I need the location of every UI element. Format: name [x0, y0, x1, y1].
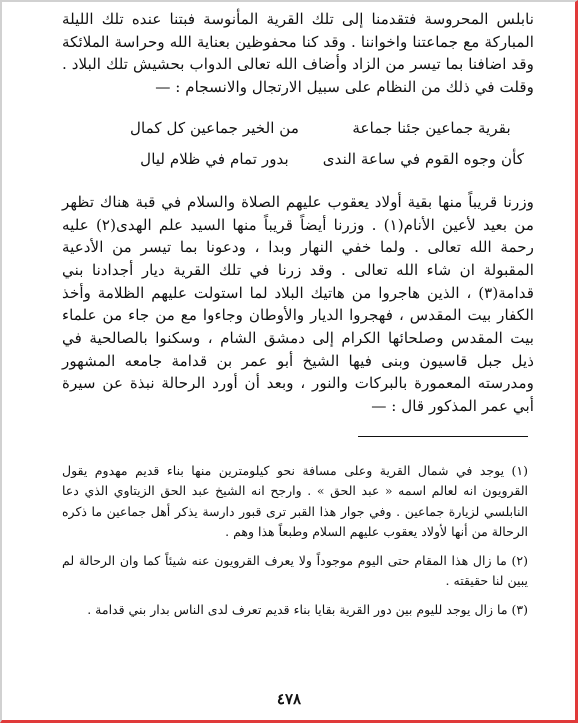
- page-number: ٤٧٨: [276, 690, 302, 708]
- paragraph-2: وزرنا قريباً منها بقية أولاد يعقوب عليهم الصلاة والسلام في قبة هناك تظهر من بعيد لأعين الأنام(١) . وزرنا أيضاً قريباً منها السيد علم الهدى(٢) عليه رحمة الله تعالى . ولما خفي النهار وبدا ، ودعونا بما تيسر من الأدعية المقبولة ان شاء الله تعالى . وقد زرنا في تلك القرية ديار أجدادنا بني قدامة(٣) ، الذين هاجروا من هاتيك البلاد لما استولت عليهم الظلامة وأخذ الكفار بيت المقدس ، فهجروا الديار والأوطان وجاءوا مع من جاء من علماء بيت المقدس وصلحائها الكرام إلى دمشق الشام ، وسكنوا بالصالحية في ذيل جبل قاسيون وبنى فيها الشيخ أبو عمر بن قدامة جامعه المشهور ومدرسته المعمورة بالبركات والنور ، وبعد أن أورد الرحالة نبذة عن سيرة أبي عمر المذكور قال : —: [62, 192, 534, 416]
- poem-line-1-first-hemistich: بقرية جماعين جئنا جماعة: [352, 118, 511, 137]
- poem: [62, 113, 534, 175]
- paragraph-1: نابلس المحروسة فتقدمنا إلى تلك القرية المأنوسة فبتنا عنده تلك الليلة المباركة مع جماعتنا واخواننا . وقد كنا محفوظين بعناية الله وحراسة الملائكة وقد اضافنا بما تيسر من الزاد وأضاف الله تعالى الدواب بحشيش تلك البلاد . وقلت في ذلك من النظام على سبيل الارتجال والانسجام : —: [62, 10, 534, 97]
- poem-line-2-second-hemistich: بدور تمام في ظلام ليال: [140, 149, 289, 168]
- footnote-1: (١) يوجد في شمال القرية وعلى مسافة نحو كيلومترين منها بناء قديم مهدوم يقول القرويون انه لعالم اسمه « عبد الحق » . وارجح انه الشيخ عبد الحق الزيتاوي الذي دعا النابلسي لزيارة جماعين . وفي جوار هذا القبر ترى قبور دارسة يذكر أهل جماعين ما ذكره الرحالة من أنها لأولاد يعقوب عليهم السلام وطبعاً هذا وهم .: [62, 462, 528, 540]
- footnote-2: (٢) ما زال هذا المقام حتى اليوم موجوداً ولا يعرف القرويون عنه شيئاً كما وان الرحالة لم يبين لنا حقيقته .: [62, 552, 528, 589]
- document-page: [62, 8, 534, 628]
- poem-line-2: [62, 144, 534, 175]
- footnote-divider: [358, 436, 528, 437]
- poem-line-2-first-hemistich: كأن وجوه القوم في ساعة الندى: [322, 149, 524, 168]
- footnote-3: (٣) ما زال يوجد لليوم بين دور القرية بقايا بناء قديم تعرف لدى الناس بدار بني قدامة .: [87, 601, 528, 617]
- poem-line-1-second-hemistich: من الخير جماعين كل كمال: [129, 118, 299, 137]
- poem-line-1: [62, 113, 534, 144]
